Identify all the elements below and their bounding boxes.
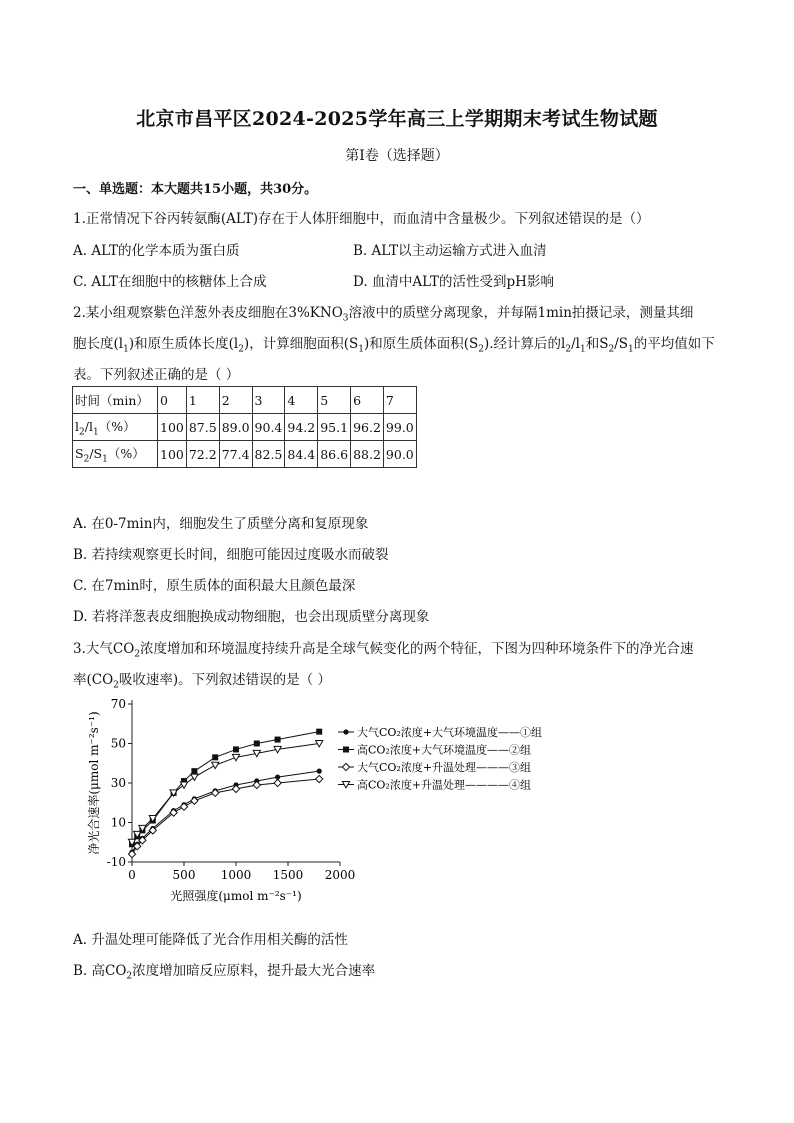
page-title: 北京市昌平区2024-2025学年高三上学期期末考试生物试题 <box>136 108 658 130</box>
table-cell: 99.0 <box>383 414 416 441</box>
table-cell: 7 <box>383 387 416 414</box>
q3-text: 浓度增加暗反应原料，提升最大光合速率 <box>132 963 376 979</box>
x-axis-label: 光照强度(μmol m⁻²s⁻¹) <box>170 889 302 903</box>
q3-text: B. 高CO <box>73 963 127 979</box>
subscript: 2 <box>134 649 141 660</box>
q3-option-a: A. 升温处理可能降低了光合作用相关酶的活性 <box>73 932 348 948</box>
table-row <box>73 414 417 441</box>
q1-option-b: B. ALT以主动运输方式进入血清 <box>353 243 547 259</box>
q1-option-a: A. ALT的化学本质为蛋白质 <box>73 243 240 259</box>
q2-text: 的平均值如下 <box>633 336 715 352</box>
data-point <box>232 754 239 760</box>
subscript: 2 <box>126 971 133 982</box>
table-cell: 72.2 <box>186 441 219 468</box>
data-point <box>342 763 349 770</box>
q2-text: /l <box>571 336 580 352</box>
label-text: /S <box>89 445 103 461</box>
table-cell: 5 <box>318 387 351 414</box>
data-point <box>212 762 219 768</box>
q2-option-d: D. 若将洋葱表皮细胞换成动物细胞，也会出现质壁分离现象 <box>73 609 430 625</box>
subscript: 2 <box>238 344 244 355</box>
q1-option-d: D. 血清中ALT的活性受到pH影响 <box>353 274 554 290</box>
y-axis-label: 净光合速率(μmol m⁻²s⁻¹) <box>87 711 101 855</box>
table-cell: 3 <box>252 387 285 414</box>
table-cell: 96.2 <box>351 414 384 441</box>
y-tick-label: 30 <box>110 776 126 790</box>
x-tick-label: 0 <box>128 868 136 882</box>
table-cell: 90.0 <box>383 441 416 468</box>
q2-text: 溶液中的质壁分离现象，并每隔1min拍摄记录，测量其细 <box>348 305 694 321</box>
q1-stem: 1.正常情况下谷丙转氨酶(ALT)存在于人体肝细胞中，而血清中含量极少。下列叙述错误的是（） <box>73 211 650 227</box>
x-tick-label: 2000 <box>324 868 356 882</box>
legend-label: 高CO₂浓度+大气环境温度——②组 <box>357 743 532 757</box>
label-text: S <box>75 445 84 461</box>
table-cell: 0 <box>158 387 187 414</box>
q2-option-c: C. 在7min时，原生质体的面积最大且颜色最深 <box>73 578 356 594</box>
label-text: （%） <box>107 445 145 461</box>
table-cell: 77.4 <box>219 441 252 468</box>
q3-stem-line1 <box>73 637 694 660</box>
q2-option-b: B. 若持续观察更长时间，细胞可能因过度吸水而破裂 <box>73 547 389 563</box>
subscript: 2 <box>83 454 90 465</box>
q2-data-table <box>72 386 417 468</box>
table-cell: 86.6 <box>318 441 351 468</box>
subscript: 1 <box>92 427 99 438</box>
q3-option-b <box>73 959 375 982</box>
x-tick-label: 1000 <box>220 868 252 882</box>
data-point <box>316 729 322 735</box>
data-point <box>317 769 322 774</box>
data-point <box>212 754 218 760</box>
table-cell: 1 <box>186 387 219 414</box>
data-point <box>191 768 197 774</box>
label-text: /l <box>84 418 93 434</box>
q3-text: 吸收速率)。下列叙述错误的是（ ） <box>118 672 331 688</box>
q2-text: )和原生质体长度(l <box>128 336 239 352</box>
subscript: 2 <box>565 344 572 355</box>
subscript: 2 <box>113 680 119 691</box>
data-point <box>316 775 323 782</box>
table-cell: 90.4 <box>252 414 285 441</box>
table-cell: 89.0 <box>219 414 252 441</box>
data-point <box>233 746 239 752</box>
series-line <box>132 779 319 854</box>
legend-label: 大气CO₂浓度+大气环境温度——①组 <box>357 726 543 739</box>
legend-label: 高CO₂浓度+升温处理————④组 <box>357 778 532 792</box>
subscript: 2 <box>79 427 85 438</box>
data-point <box>254 741 260 747</box>
series-line <box>132 744 319 843</box>
table-cell: 100 <box>158 441 187 468</box>
q2-text: 和S <box>585 336 609 352</box>
table-row <box>73 441 417 468</box>
q2-text: /S <box>614 336 628 352</box>
photosynthesis-line-chart <box>84 690 554 915</box>
y-tick-label: 50 <box>110 736 126 751</box>
data-point <box>275 737 281 743</box>
label-text: （%） <box>98 418 136 434</box>
q2-text: )和原生质体面积(S <box>363 336 479 352</box>
q3-stem-line2 <box>73 668 331 691</box>
q2-text: 2.某小组观察紫色洋葱外表皮细胞在3%KNO <box>73 305 343 321</box>
table-row <box>73 387 417 414</box>
table-cell: 87.5 <box>186 414 219 441</box>
table-row-label <box>73 414 158 441</box>
section-title: 第I卷（选择题） <box>345 148 449 164</box>
data-point <box>274 779 281 786</box>
q3-text: 3.大气CO <box>73 641 135 657</box>
x-tick-label: 500 <box>172 868 196 882</box>
table-cell: 84.4 <box>285 441 318 468</box>
q2-text: ).经计算后的l <box>483 336 566 352</box>
q1-option-c: C. ALT在细胞中的核糖体上合成 <box>73 274 267 290</box>
subscript: 1 <box>579 344 586 355</box>
q2-stem-line3: 表。下列叙述正确的是（ ） <box>73 367 240 383</box>
subscript: 3 <box>342 313 349 324</box>
y-tick-label: 70 <box>110 697 126 711</box>
data-point <box>232 785 239 792</box>
table-cell: 88.2 <box>351 441 384 468</box>
x-tick-label: 1500 <box>272 868 304 882</box>
subscript: 1 <box>358 344 364 355</box>
label-text: l <box>75 418 79 434</box>
q2-option-a: A. 在0-7min内，细胞发生了质壁分离和复原现象 <box>73 516 369 532</box>
table-cell: 4 <box>285 387 318 414</box>
data-point <box>343 729 348 734</box>
q2-stem-line1 <box>73 301 693 324</box>
subscript: 1 <box>102 454 108 465</box>
y-tick-label: 10 <box>110 815 126 830</box>
data-point <box>343 747 349 753</box>
subscript: 2 <box>608 344 615 355</box>
table-cell: 100 <box>158 414 187 441</box>
q3-text: 率(CO <box>73 672 114 688</box>
table-cell: 94.2 <box>285 414 318 441</box>
table-cell: 82.5 <box>252 441 285 468</box>
q2-text: 胞长度(l <box>73 336 124 352</box>
subscript: 2 <box>478 344 484 355</box>
part-heading: 一、单选题：本大题共15小题，共30分。 <box>73 182 318 197</box>
q3-text: 浓度增加和环境温度持续升高是全球气候变化的两个特征，下图为四种环境条件下的净光合速 <box>140 641 694 657</box>
data-point <box>253 781 260 788</box>
table-row-label <box>73 441 158 468</box>
table-cell: 2 <box>219 387 252 414</box>
table-cell: 6 <box>351 387 384 414</box>
q2-stem-line2 <box>73 332 715 355</box>
q2-text: )，计算细胞面积(S <box>243 336 359 352</box>
table-header-label: 时间（min） <box>73 387 158 414</box>
subscript: 1 <box>628 344 634 355</box>
y-tick-label: -10 <box>106 855 126 869</box>
table-cell: 95.1 <box>318 414 351 441</box>
subscript: 1 <box>123 344 129 355</box>
legend-label: 大气CO₂浓度+升温处理———③组 <box>357 761 532 774</box>
